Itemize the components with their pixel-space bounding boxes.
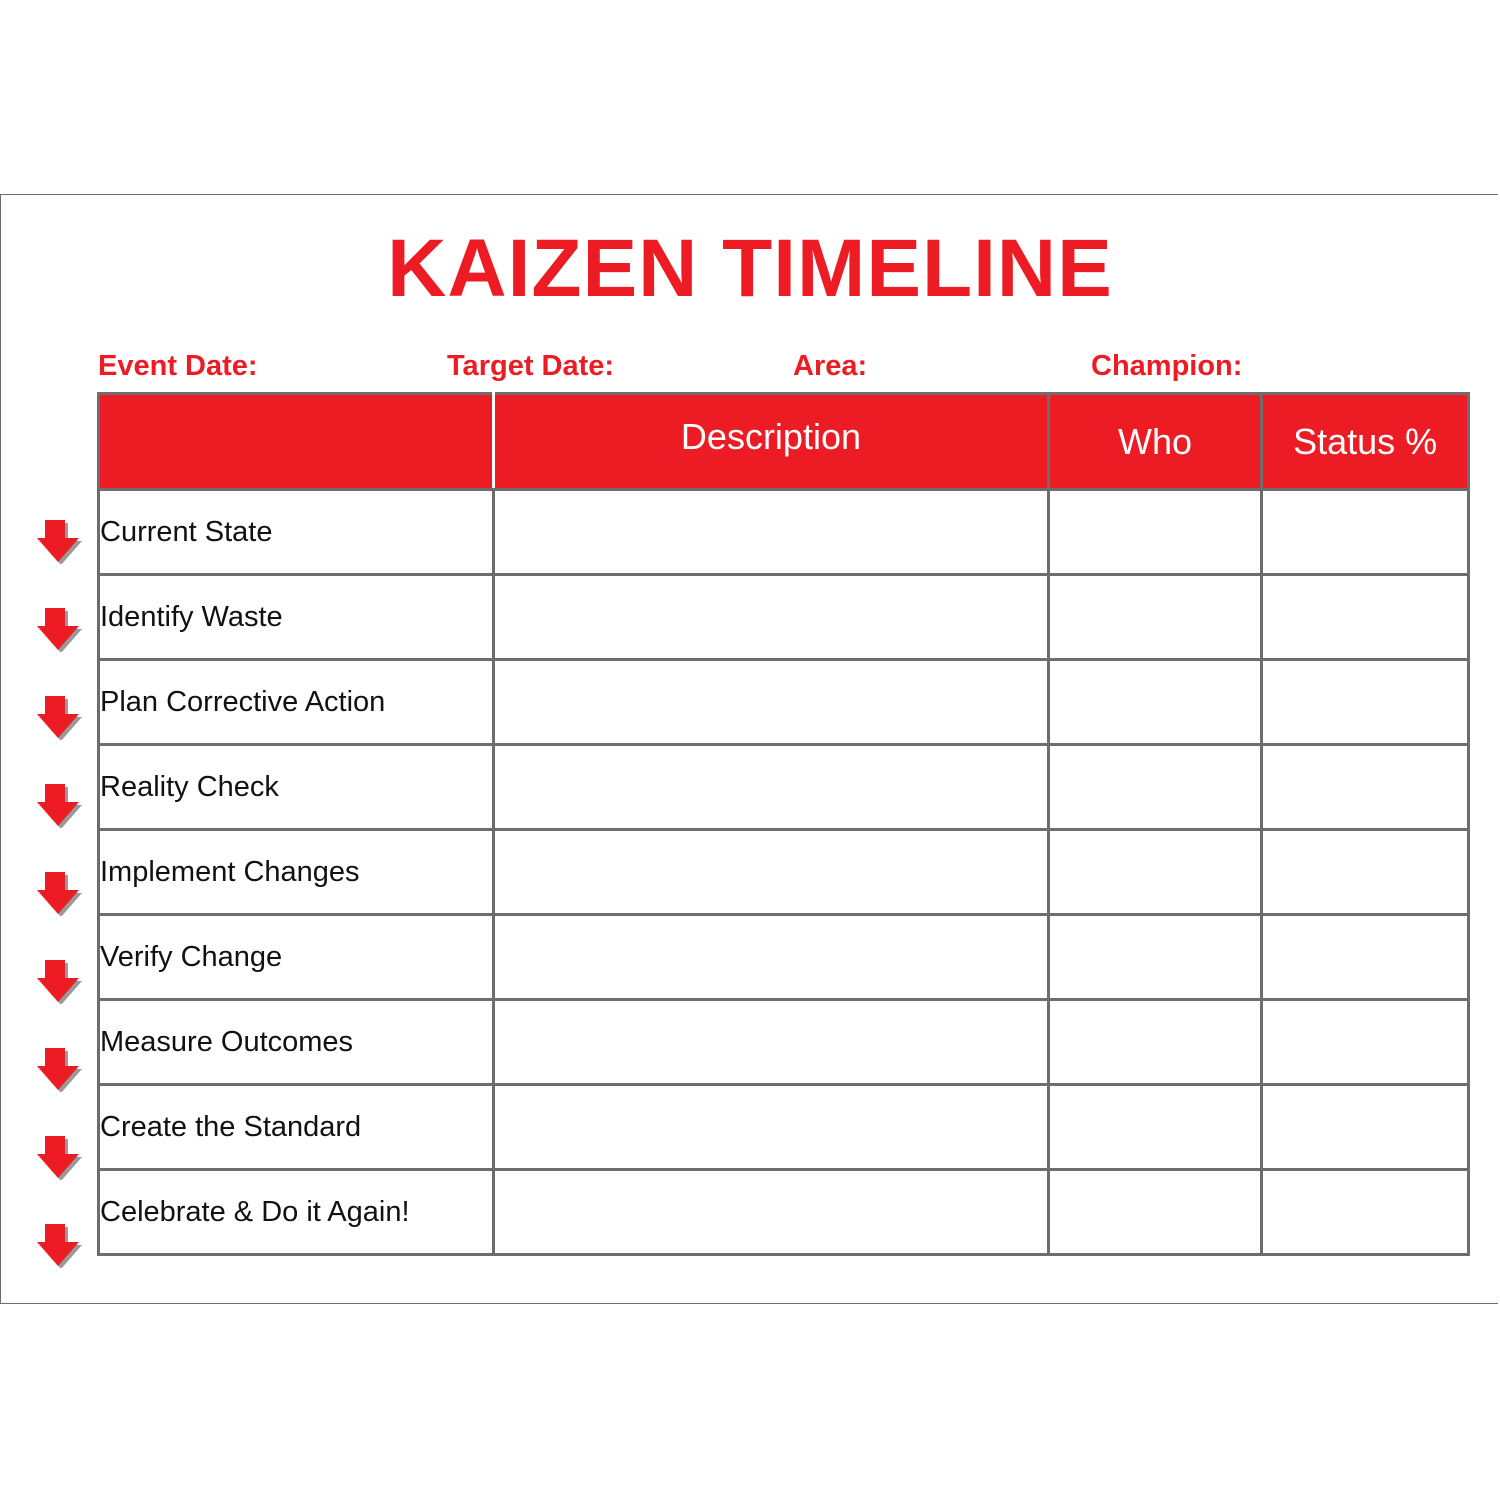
step-cell: Plan Corrective Action xyxy=(99,660,494,745)
status-cell[interactable] xyxy=(1262,915,1469,1000)
step-cell: Measure Outcomes xyxy=(99,1000,494,1085)
who-cell[interactable] xyxy=(1048,660,1262,745)
table-row xyxy=(99,1170,1469,1255)
header-row xyxy=(99,394,1469,490)
description-cell[interactable] xyxy=(494,915,1049,1000)
description-cell[interactable] xyxy=(494,660,1049,745)
status-cell[interactable] xyxy=(1262,1000,1469,1085)
down-arrow-icon xyxy=(34,516,78,560)
description-cell[interactable] xyxy=(494,1000,1049,1085)
target-date-label: Target Date: xyxy=(447,350,615,382)
status-cell[interactable] xyxy=(1262,830,1469,915)
header-step xyxy=(99,394,494,490)
description-cell[interactable] xyxy=(494,745,1049,830)
status-cell[interactable] xyxy=(1262,660,1469,745)
who-cell[interactable] xyxy=(1048,1085,1262,1170)
table-row xyxy=(99,1000,1469,1085)
down-arrow-icon xyxy=(34,780,78,824)
who-cell[interactable] xyxy=(1048,1000,1262,1085)
step-cell: Verify Change xyxy=(99,915,494,1000)
step-cell: Implement Changes xyxy=(99,830,494,915)
description-cell[interactable] xyxy=(494,1085,1049,1170)
who-cell[interactable] xyxy=(1048,830,1262,915)
status-cell[interactable] xyxy=(1262,1170,1469,1255)
step-cell: Create the Standard xyxy=(99,1085,494,1170)
step-cell: Celebrate & Do it Again! xyxy=(99,1170,494,1255)
step-cell: Identify Waste xyxy=(99,575,494,660)
timeline-table xyxy=(97,392,1470,1256)
down-arrow-icon xyxy=(34,692,78,736)
down-arrow-icon xyxy=(34,1044,78,1088)
header-who: Who xyxy=(1048,394,1262,490)
status-cell[interactable] xyxy=(1262,490,1469,575)
description-cell[interactable] xyxy=(494,490,1049,575)
table-row xyxy=(99,575,1469,660)
who-cell[interactable] xyxy=(1048,745,1262,830)
header-status: Status % xyxy=(1262,394,1469,490)
area-label: Area: xyxy=(793,350,868,382)
who-cell[interactable] xyxy=(1048,575,1262,660)
table-row xyxy=(99,490,1469,575)
down-arrow-icon xyxy=(34,604,78,648)
page-title: KAIZEN TIMELINE xyxy=(387,223,1113,314)
who-cell[interactable] xyxy=(1048,915,1262,1000)
table-row xyxy=(99,1085,1469,1170)
description-cell[interactable] xyxy=(494,830,1049,915)
down-arrow-icon xyxy=(34,1132,78,1176)
description-cell[interactable] xyxy=(494,575,1049,660)
table-row xyxy=(99,745,1469,830)
table-row xyxy=(99,830,1469,915)
who-cell[interactable] xyxy=(1048,1170,1262,1255)
champion-label: Champion: xyxy=(1091,350,1243,382)
who-cell[interactable] xyxy=(1048,490,1262,575)
description-cell[interactable] xyxy=(494,1170,1049,1255)
table-row xyxy=(99,915,1469,1000)
table-row xyxy=(99,660,1469,745)
down-arrow-icon xyxy=(34,868,78,912)
down-arrow-icon xyxy=(34,956,78,1000)
event-date-label: Event Date: xyxy=(98,350,258,382)
status-cell[interactable] xyxy=(1262,575,1469,660)
step-cell: Reality Check xyxy=(99,745,494,830)
down-arrow-icon xyxy=(34,1220,78,1264)
header-description: Description xyxy=(494,394,1049,490)
status-cell[interactable] xyxy=(1262,1085,1469,1170)
step-cell: Current State xyxy=(99,490,494,575)
status-cell[interactable] xyxy=(1262,745,1469,830)
